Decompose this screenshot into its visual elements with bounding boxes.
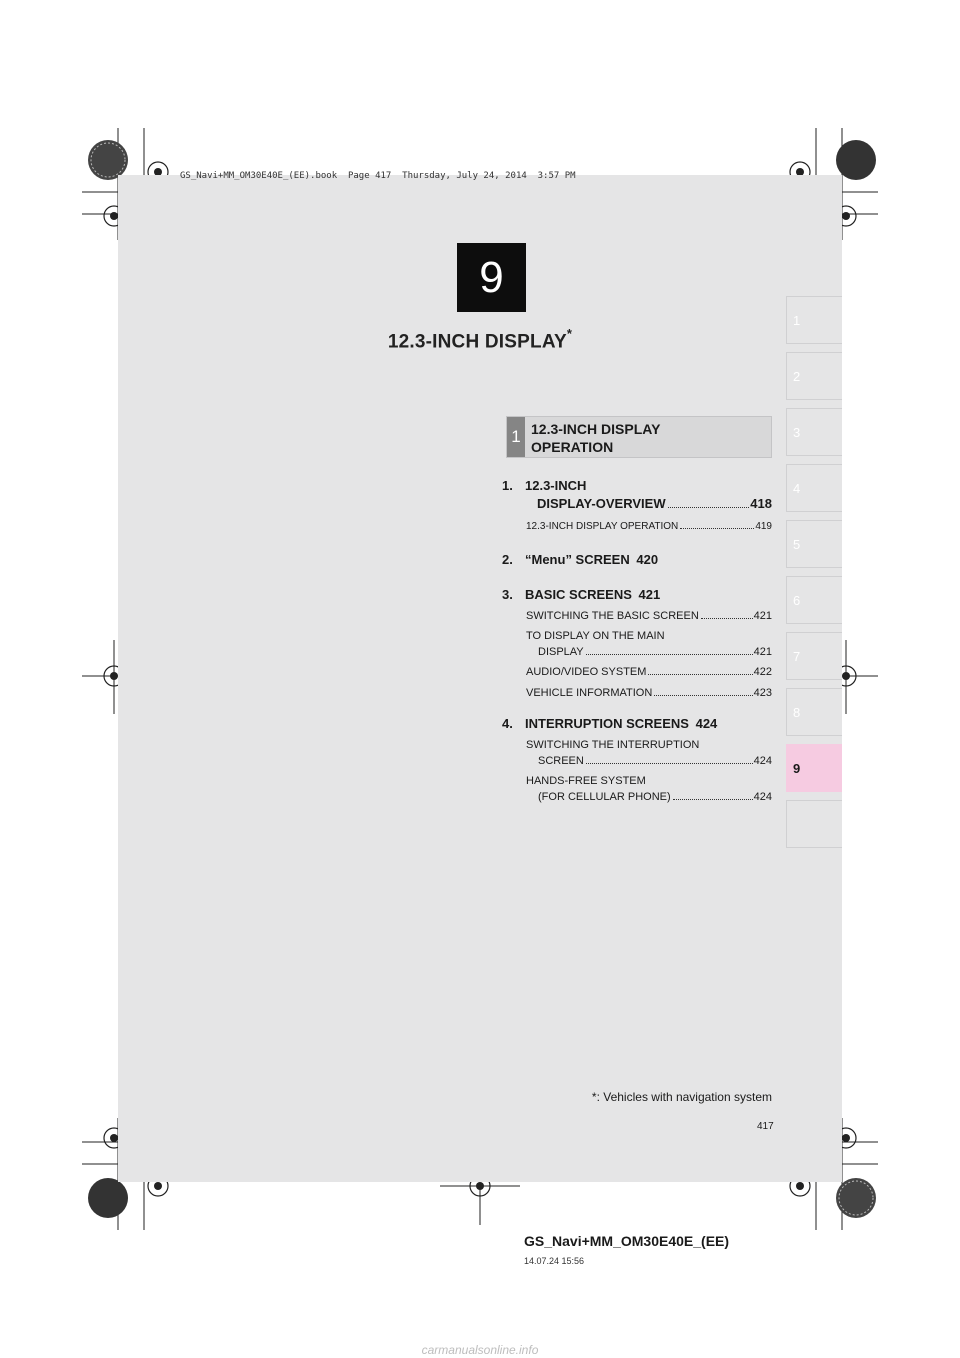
toc-subentry-page: 421: [753, 646, 772, 658]
toc-subentry-page: 423: [753, 687, 772, 699]
page-number: 417: [757, 1121, 774, 1132]
section-title-line2: OPERATION: [531, 439, 614, 455]
tab-4[interactable]: 4: [786, 464, 842, 512]
toc-entry-title: “Menu” SCREEN: [525, 552, 630, 567]
dot-leader: [680, 528, 754, 529]
toc-subentry[interactable]: [502, 608, 772, 624]
tab-1[interactable]: 1: [786, 296, 842, 344]
toc-entry-title-line2: DISPLAY-OVERVIEW: [537, 496, 666, 511]
dot-leader: [673, 799, 753, 800]
toc-subentry-label-line1: TO DISPLAY ON THE MAIN: [526, 630, 665, 642]
toc-entry-title: BASIC SCREENS: [525, 587, 632, 602]
chapter-title-text: 12.3-INCH DISPLAY: [387, 331, 567, 353]
toc-entry-page: 418: [750, 496, 772, 511]
section-title-line1: 12.3-INCH DISPLAY: [531, 421, 661, 437]
toc-subentry-page: 424: [753, 755, 772, 767]
toc-entry-2[interactable]: [502, 551, 772, 569]
toc-entry-number: 3.: [502, 587, 513, 602]
tab-blank: [786, 800, 842, 848]
footnote: *: Vehicles with navigation system: [591, 1090, 772, 1104]
dot-leader: [586, 654, 753, 655]
chapter-number-box: 9: [457, 243, 526, 312]
tab-5[interactable]: 5: [786, 520, 842, 568]
footer-date: 14.07.24 15:56: [524, 1256, 585, 1266]
toc-entry-3[interactable]: [502, 586, 772, 604]
toc-subentry-page: 419: [755, 521, 772, 532]
toc-subentry-label-line2: (FOR CELLULAR PHONE): [538, 791, 671, 803]
dot-leader: [701, 618, 753, 619]
tab-7[interactable]: 7: [786, 632, 842, 680]
section-header: [506, 416, 772, 458]
watermark: carmanualsonline.info: [421, 1343, 539, 1357]
book-header: GS_Navi+MM_OM30E40E_(EE).book Page 417 Thursday, July 24, 2014 3:57 PM: [180, 171, 576, 181]
toc-entry-number: 4.: [502, 716, 513, 731]
toc-subentry-label-line2: SCREEN: [538, 755, 584, 767]
toc-entry-4[interactable]: [502, 715, 772, 733]
toc-entry-number: 2.: [502, 552, 513, 567]
toc-entry-page: 421: [638, 587, 661, 602]
toc-entry-1[interactable]: [502, 477, 772, 513]
toc-subentry-label: AUDIO/VIDEO SYSTEM: [526, 666, 647, 678]
toc-subentry-label: VEHICLE INFORMATION: [526, 687, 653, 699]
toc-entry-page: 424: [695, 716, 718, 731]
tab-8[interactable]: 8: [786, 688, 842, 736]
toc-subentry-label: 12.3-INCH DISPLAY OPERATION: [526, 521, 679, 532]
tab-6[interactable]: 6: [786, 576, 842, 624]
tab-9[interactable]: 9: [786, 744, 842, 792]
tab-3[interactable]: 3: [786, 408, 842, 456]
tab-2[interactable]: 2: [786, 352, 842, 400]
toc-subentry[interactable]: [502, 737, 772, 769]
toc-subentry[interactable]: [502, 628, 772, 660]
footer-document-id: GS_Navi+MM_OM30E40E_(EE): [524, 1233, 730, 1249]
toc-subentry-page: 421: [753, 610, 772, 622]
dot-leader: [668, 507, 750, 508]
toc-subentry-page: 424: [753, 791, 772, 803]
dot-leader: [654, 695, 752, 696]
section-number: 1: [507, 417, 525, 457]
toc-entry-number: 1.: [502, 478, 513, 493]
chapter-tabs: [786, 296, 842, 856]
toc-subentry-label: SWITCHING THE BASIC SCREEN: [526, 610, 699, 622]
dot-leader: [586, 763, 753, 764]
toc-subentry-label-line1: HANDS-FREE SYSTEM: [526, 775, 646, 787]
toc-subentry[interactable]: [502, 773, 772, 805]
toc-subentry[interactable]: [502, 519, 772, 535]
toc-entry-title: INTERRUPTION SCREENS: [525, 716, 689, 731]
toc-subentry-label-line2: DISPLAY: [538, 646, 584, 658]
dot-leader: [648, 674, 752, 675]
chapter-title-mark: *: [566, 326, 573, 341]
toc-subentry-label-line1: SWITCHING THE INTERRUPTION: [526, 739, 700, 751]
section-title: [531, 420, 731, 456]
toc-subentry[interactable]: [502, 664, 772, 680]
toc-entry-title-line1: 12.3-INCH: [525, 478, 587, 493]
toc-subentry-page: 422: [753, 666, 772, 678]
toc-subentry[interactable]: [502, 685, 772, 701]
toc-entry-page: 420: [636, 552, 659, 567]
table-of-contents: [502, 477, 772, 805]
